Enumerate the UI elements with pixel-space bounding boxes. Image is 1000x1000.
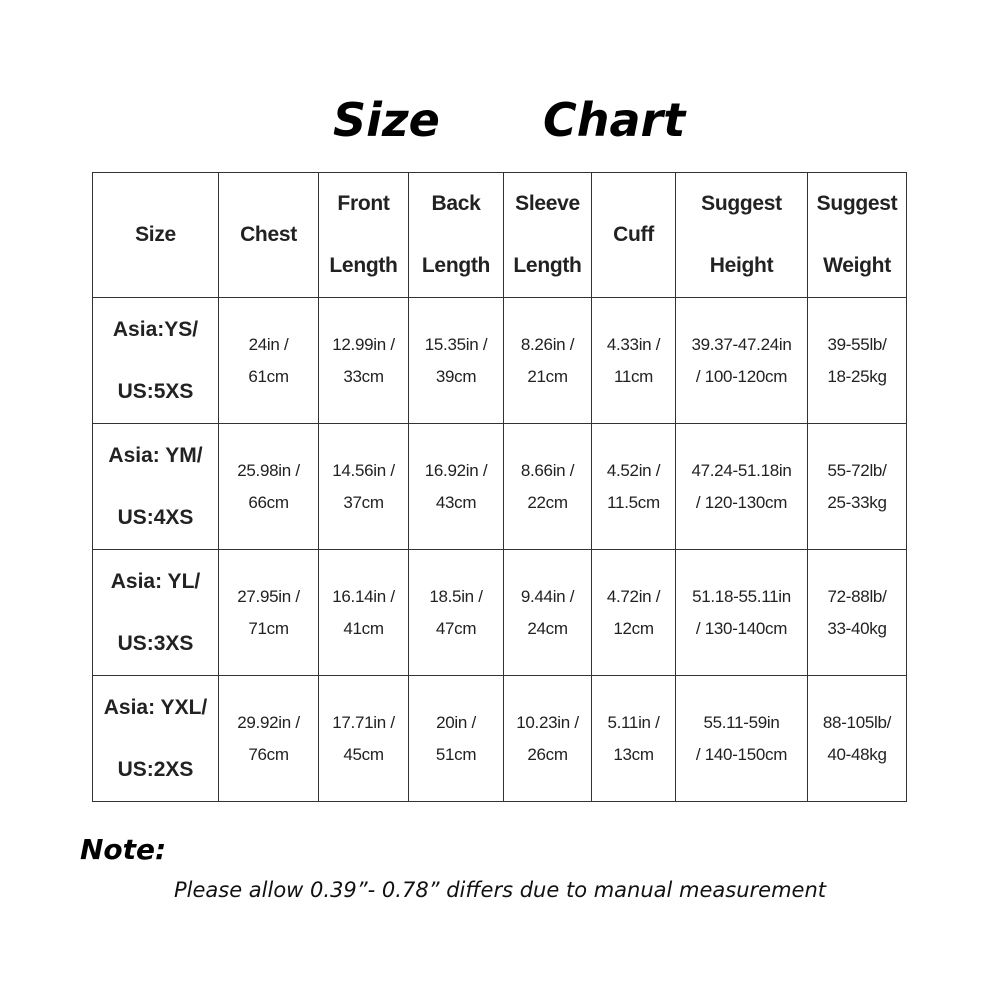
cell-value: 11.5cm — [607, 492, 660, 512]
cell-value: 26cm — [527, 744, 568, 764]
cell-value: 88-105lb/ — [822, 712, 892, 732]
size-label: Asia: YXL/ — [103, 695, 208, 719]
cell-value: 51.18-55.11in — [692, 586, 791, 606]
header-front-length — [319, 173, 409, 298]
header-label: Height — [709, 254, 774, 277]
cuff-cell — [592, 550, 676, 676]
header-label: Weight — [823, 254, 891, 277]
header-size — [93, 173, 219, 298]
suggest-weight-cell — [808, 550, 907, 676]
header-label: Suggest — [816, 192, 898, 215]
cell-value: 24in / — [248, 334, 289, 354]
cell-value: 5.11in / — [607, 712, 660, 732]
size-chart-table — [92, 172, 907, 802]
cell-value: 9.44in / — [520, 586, 575, 606]
cell-value: 17.71in / — [332, 712, 395, 732]
table-row — [93, 298, 907, 424]
size-label: US:4XS — [117, 505, 194, 529]
cell-value: / 120-130cm — [695, 492, 788, 512]
cell-value: 25-33kg — [827, 492, 887, 512]
sleeve-length-cell — [504, 550, 592, 676]
note-title: Note: — [80, 833, 167, 866]
cell-value: 39cm — [435, 366, 477, 386]
cell-value: 12.99in / — [332, 334, 395, 354]
cell-value: 41cm — [343, 618, 384, 638]
title-word-chart: Chart — [543, 93, 686, 147]
size-cell — [93, 550, 219, 676]
cell-value: 33cm — [343, 366, 384, 386]
cell-value: 15.35in / — [424, 334, 488, 354]
title-word-size: Size — [333, 93, 440, 147]
header-cuff — [592, 173, 676, 298]
suggest-weight-cell — [808, 298, 907, 424]
suggest-height-cell — [676, 676, 808, 802]
header-label: Length — [513, 254, 582, 277]
front-length-cell — [319, 550, 409, 676]
cell-value: 27.95in / — [237, 586, 300, 606]
cell-value: / 100-120cm — [695, 366, 788, 386]
header-label: Front — [337, 192, 390, 215]
sleeve-length-cell — [504, 298, 592, 424]
cell-value: 4.52in / — [606, 460, 661, 480]
header-label: Sleeve — [515, 192, 580, 215]
note-text: Please allow 0.39”- 0.78” differs due to manual measurement — [173, 878, 827, 902]
suggest-weight-cell — [808, 424, 907, 550]
cell-value: 43cm — [435, 492, 477, 512]
back-length-cell — [409, 298, 504, 424]
size-label: Asia:YS/ — [112, 317, 199, 341]
back-length-cell — [409, 676, 504, 802]
header-label: Cuff — [613, 223, 654, 246]
header-label: Suggest — [701, 192, 782, 215]
back-length-cell — [409, 550, 504, 676]
front-length-cell — [319, 298, 409, 424]
cell-value: 47.24-51.18in — [691, 460, 792, 480]
cell-value: 47cm — [435, 618, 477, 638]
cuff-cell — [592, 676, 676, 802]
header-label: Length — [421, 254, 491, 277]
front-length-cell — [319, 424, 409, 550]
cell-value: 55.11-59in — [703, 712, 780, 732]
cell-value: 4.72in / — [606, 586, 661, 606]
cuff-cell — [592, 424, 676, 550]
cell-value: 39-55lb/ — [827, 334, 887, 354]
cell-value: 37cm — [343, 492, 384, 512]
cell-value: 45cm — [343, 744, 384, 764]
chest-cell — [219, 550, 319, 676]
size-label: US:5XS — [117, 379, 194, 403]
cell-value: / 140-150cm — [695, 744, 788, 764]
cell-value: 29.92in / — [237, 712, 300, 732]
sleeve-length-cell — [504, 676, 592, 802]
cell-value: 55-72lb/ — [827, 460, 887, 480]
back-length-cell — [409, 424, 504, 550]
size-label: US:2XS — [117, 757, 194, 781]
cell-value: 61cm — [248, 366, 289, 386]
size-cell — [93, 424, 219, 550]
cell-value: 10.23in / — [516, 712, 579, 732]
cell-value: 12cm — [613, 618, 654, 638]
header-back-length — [409, 173, 504, 298]
header-suggest-weight — [808, 173, 907, 298]
suggest-height-cell — [676, 424, 808, 550]
front-length-cell — [319, 676, 409, 802]
header-row — [93, 173, 907, 298]
cell-value: 40-48kg — [827, 744, 887, 764]
header-label: Size — [135, 223, 176, 246]
cell-value: 21cm — [527, 366, 568, 386]
header-suggest-height — [676, 173, 808, 298]
cell-value: 20in / — [436, 712, 476, 732]
page-title — [0, 88, 1000, 152]
table-row — [93, 676, 907, 802]
cell-value: 11cm — [613, 366, 654, 386]
cell-value: 16.92in / — [424, 460, 488, 480]
suggest-height-cell — [676, 550, 808, 676]
size-label: Asia: YM/ — [108, 443, 203, 467]
header-label: Chest — [240, 223, 297, 246]
chest-cell — [219, 298, 319, 424]
header-label: Back — [431, 192, 481, 215]
cell-value: 25.98in / — [237, 460, 300, 480]
header-label: Length — [329, 254, 398, 277]
suggest-height-cell — [676, 298, 808, 424]
cell-value: 16.14in / — [332, 586, 395, 606]
cell-value: 51cm — [435, 744, 477, 764]
cell-value: 71cm — [248, 618, 289, 638]
cell-value: 18.5in / — [429, 586, 483, 606]
cuff-cell — [592, 298, 676, 424]
cell-value: 24cm — [527, 618, 568, 638]
chest-cell — [219, 424, 319, 550]
suggest-weight-cell — [808, 676, 907, 802]
chest-cell — [219, 676, 319, 802]
cell-value: 66cm — [248, 492, 289, 512]
cell-value: 14.56in / — [332, 460, 395, 480]
header-chest — [219, 173, 319, 298]
header-sleeve-length — [504, 173, 592, 298]
cell-value: 13cm — [613, 744, 654, 764]
table-row — [93, 424, 907, 550]
cell-value: 18-25kg — [827, 366, 887, 386]
size-cell — [93, 298, 219, 424]
cell-value: 4.33in / — [606, 334, 661, 354]
size-label: US:3XS — [117, 631, 194, 655]
table-row — [93, 550, 907, 676]
cell-value: 72-88lb/ — [827, 586, 887, 606]
cell-value: 8.26in / — [520, 334, 575, 354]
cell-value: 39.37-47.24in — [691, 334, 792, 354]
cell-value: / 130-140cm — [695, 618, 788, 638]
cell-value: 22cm — [527, 492, 568, 512]
cell-value: 33-40kg — [827, 618, 887, 638]
size-label: Asia: YL/ — [110, 569, 201, 593]
size-cell — [93, 676, 219, 802]
cell-value: 76cm — [248, 744, 289, 764]
cell-value: 8.66in / — [520, 460, 575, 480]
sleeve-length-cell — [504, 424, 592, 550]
